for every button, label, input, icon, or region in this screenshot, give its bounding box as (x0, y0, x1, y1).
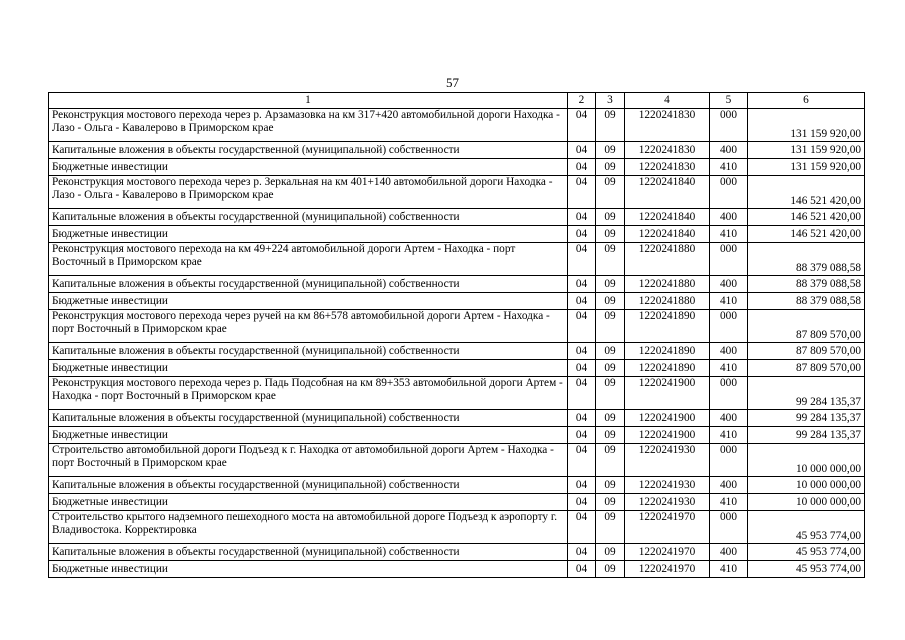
row-section-code: 04 (568, 243, 596, 276)
row-description: Бюджетные инвестиции (49, 360, 568, 377)
row-description: Капитальные вложения в объекты государственной (муниципальной) собственности (49, 276, 568, 293)
header-cell-4: 4 (625, 93, 710, 109)
table-row (49, 276, 865, 293)
row-amount: 131 159 920,00 (748, 109, 865, 142)
row-subsection-code: 09 (596, 109, 625, 142)
header-cell-1: 1 (49, 93, 568, 109)
row-section-code: 04 (568, 544, 596, 561)
row-section-code: 04 (568, 310, 596, 343)
table-row (49, 477, 865, 494)
row-section-code: 04 (568, 293, 596, 310)
table-row (49, 494, 865, 511)
header-cell-2: 2 (568, 93, 596, 109)
table-row (49, 176, 865, 209)
row-expense-type: 410 (710, 494, 748, 511)
row-expense-type: 410 (710, 293, 748, 310)
row-target-article: 1220241830 (625, 109, 710, 142)
table-row (49, 377, 865, 410)
row-section-code: 04 (568, 477, 596, 494)
row-section-code: 04 (568, 561, 596, 578)
row-expense-type: 410 (710, 427, 748, 444)
row-amount: 88 379 088,58 (748, 276, 865, 293)
row-subsection-code: 09 (596, 159, 625, 176)
row-subsection-code: 09 (596, 544, 625, 561)
row-amount: 99 284 135,37 (748, 410, 865, 427)
row-amount: 146 521 420,00 (748, 176, 865, 209)
row-amount: 10 000 000,00 (748, 477, 865, 494)
row-subsection-code: 09 (596, 477, 625, 494)
row-expense-type: 410 (710, 159, 748, 176)
row-expense-type: 000 (710, 310, 748, 343)
header-cell-5: 5 (710, 93, 748, 109)
row-amount: 131 159 920,00 (748, 142, 865, 159)
row-description: Капитальные вложения в объекты государственной (муниципальной) собственности (49, 544, 568, 561)
row-expense-type: 400 (710, 410, 748, 427)
row-description: Реконструкция мостового перехода через р. Арзамазовка на км 317+420 автомобильной дороги Находка - Лазо - Ольга - Кавалерово в Приморском крае (49, 109, 568, 142)
table-row (49, 343, 865, 360)
row-description: Бюджетные инвестиции (49, 159, 568, 176)
row-subsection-code: 09 (596, 511, 625, 544)
row-subsection-code: 09 (596, 410, 625, 427)
row-subsection-code: 09 (596, 377, 625, 410)
row-section-code: 04 (568, 360, 596, 377)
row-amount: 87 809 570,00 (748, 360, 865, 377)
table-row (49, 544, 865, 561)
row-amount: 87 809 570,00 (748, 343, 865, 360)
header-cell-6: 6 (748, 93, 865, 109)
row-subsection-code: 09 (596, 176, 625, 209)
row-expense-type: 410 (710, 360, 748, 377)
row-description: Капитальные вложения в объекты государственной (муниципальной) собственности (49, 477, 568, 494)
row-target-article: 1220241840 (625, 176, 710, 209)
row-section-code: 04 (568, 511, 596, 544)
row-target-article: 1220241900 (625, 427, 710, 444)
row-target-article: 1220241840 (625, 209, 710, 226)
row-amount: 131 159 920,00 (748, 159, 865, 176)
row-section-code: 04 (568, 276, 596, 293)
row-expense-type: 410 (710, 561, 748, 578)
row-target-article: 1220241840 (625, 226, 710, 243)
row-description: Бюджетные инвестиции (49, 226, 568, 243)
row-description: Бюджетные инвестиции (49, 427, 568, 444)
row-subsection-code: 09 (596, 142, 625, 159)
table-row (49, 109, 865, 142)
row-subsection-code: 09 (596, 494, 625, 511)
row-target-article: 1220241900 (625, 377, 710, 410)
row-amount: 10 000 000,00 (748, 444, 865, 477)
row-target-article: 1220241890 (625, 360, 710, 377)
row-amount: 87 809 570,00 (748, 310, 865, 343)
row-section-code: 04 (568, 427, 596, 444)
row-description: Капитальные вложения в объекты государственной (муниципальной) собственности (49, 142, 568, 159)
row-amount: 88 379 088,58 (748, 293, 865, 310)
page-number: 57 (446, 75, 459, 90)
row-amount: 88 379 088,58 (748, 243, 865, 276)
row-subsection-code: 09 (596, 293, 625, 310)
row-section-code: 04 (568, 410, 596, 427)
row-description: Строительство автомобильной дороги Подъезд к г. Находка от автомобильной дороги Артем - Находка - порт Восточный в Приморском крае (49, 444, 568, 477)
row-description: Капитальные вложения в объекты государственной (муниципальной) собственности (49, 209, 568, 226)
row-expense-type: 400 (710, 142, 748, 159)
row-expense-type: 400 (710, 209, 748, 226)
row-subsection-code: 09 (596, 343, 625, 360)
table-row (49, 293, 865, 310)
budget-table (48, 92, 865, 578)
row-description: Капитальные вложения в объекты государственной (муниципальной) собственности (49, 410, 568, 427)
header-cell-3: 3 (596, 93, 625, 109)
row-description: Бюджетные инвестиции (49, 561, 568, 578)
table-header-row (49, 93, 865, 109)
row-subsection-code: 09 (596, 427, 625, 444)
row-amount: 10 000 000,00 (748, 494, 865, 511)
row-expense-type: 400 (710, 343, 748, 360)
row-target-article: 1220241970 (625, 544, 710, 561)
row-description: Реконструкция мостового перехода через ручей на км 86+578 автомобильной дороги Артем - Находка - порт Восточный в Приморском крае (49, 310, 568, 343)
row-section-code: 04 (568, 226, 596, 243)
row-expense-type: 400 (710, 276, 748, 293)
table-row (49, 444, 865, 477)
row-section-code: 04 (568, 142, 596, 159)
row-subsection-code: 09 (596, 360, 625, 377)
row-target-article: 1220241880 (625, 243, 710, 276)
row-target-article: 1220241930 (625, 494, 710, 511)
row-expense-type: 000 (710, 444, 748, 477)
row-target-article: 1220241890 (625, 343, 710, 360)
row-subsection-code: 09 (596, 444, 625, 477)
row-description: Бюджетные инвестиции (49, 293, 568, 310)
row-section-code: 04 (568, 159, 596, 176)
row-subsection-code: 09 (596, 243, 625, 276)
table-row (49, 511, 865, 544)
row-section-code: 04 (568, 377, 596, 410)
row-section-code: 04 (568, 343, 596, 360)
row-section-code: 04 (568, 176, 596, 209)
row-description: Бюджетные инвестиции (49, 494, 568, 511)
row-subsection-code: 09 (596, 561, 625, 578)
table-row (49, 226, 865, 243)
row-target-article: 1220241890 (625, 310, 710, 343)
row-expense-type: 410 (710, 226, 748, 243)
table-row (49, 561, 865, 578)
row-amount: 45 953 774,00 (748, 511, 865, 544)
row-amount: 146 521 420,00 (748, 209, 865, 226)
table-row (49, 310, 865, 343)
row-amount: 146 521 420,00 (748, 226, 865, 243)
row-section-code: 04 (568, 494, 596, 511)
row-target-article: 1220241830 (625, 159, 710, 176)
table-row (49, 159, 865, 176)
row-subsection-code: 09 (596, 310, 625, 343)
row-section-code: 04 (568, 444, 596, 477)
row-subsection-code: 09 (596, 209, 625, 226)
table-row (49, 209, 865, 226)
row-description: Реконструкция мостового перехода на км 49+224 автомобильной дороги Артем - Находка - порт Восточный в Приморском крае (49, 243, 568, 276)
table-row (49, 360, 865, 377)
row-expense-type: 000 (710, 176, 748, 209)
table-row (49, 427, 865, 444)
row-target-article: 1220241880 (625, 293, 710, 310)
row-target-article: 1220241930 (625, 477, 710, 494)
table-row (49, 410, 865, 427)
row-expense-type: 400 (710, 477, 748, 494)
row-amount: 99 284 135,37 (748, 377, 865, 410)
row-amount: 99 284 135,37 (748, 427, 865, 444)
row-expense-type: 000 (710, 243, 748, 276)
row-target-article: 1220241880 (625, 276, 710, 293)
row-target-article: 1220241830 (625, 142, 710, 159)
row-subsection-code: 09 (596, 226, 625, 243)
row-description: Реконструкция мостового перехода через р. Зеркальная на км 401+140 автомобильной дороги Находка - Лазо - Ольга - Кавалерово в Приморском крае (49, 176, 568, 209)
row-expense-type: 000 (710, 109, 748, 142)
row-amount: 45 953 774,00 (748, 561, 865, 578)
row-description: Строительство крытого надземного пешеходного моста на автомобильной дороге Подъезд к аэропорту г. Владивостока. Корректировка (49, 511, 568, 544)
row-expense-type: 000 (710, 377, 748, 410)
row-target-article: 1220241900 (625, 410, 710, 427)
table-row (49, 142, 865, 159)
row-description: Реконструкция мостового перехода через р. Падь Подсобная на км 89+353 автомобильной дороги Артем - Находка - порт Восточный в Приморском крае (49, 377, 568, 410)
row-target-article: 1220241930 (625, 444, 710, 477)
row-target-article: 1220241970 (625, 561, 710, 578)
row-subsection-code: 09 (596, 276, 625, 293)
row-expense-type: 400 (710, 544, 748, 561)
row-expense-type: 000 (710, 511, 748, 544)
row-section-code: 04 (568, 209, 596, 226)
row-description: Капитальные вложения в объекты государственной (муниципальной) собственности (49, 343, 568, 360)
row-amount: 45 953 774,00 (748, 544, 865, 561)
row-target-article: 1220241970 (625, 511, 710, 544)
row-section-code: 04 (568, 109, 596, 142)
table-row (49, 243, 865, 276)
